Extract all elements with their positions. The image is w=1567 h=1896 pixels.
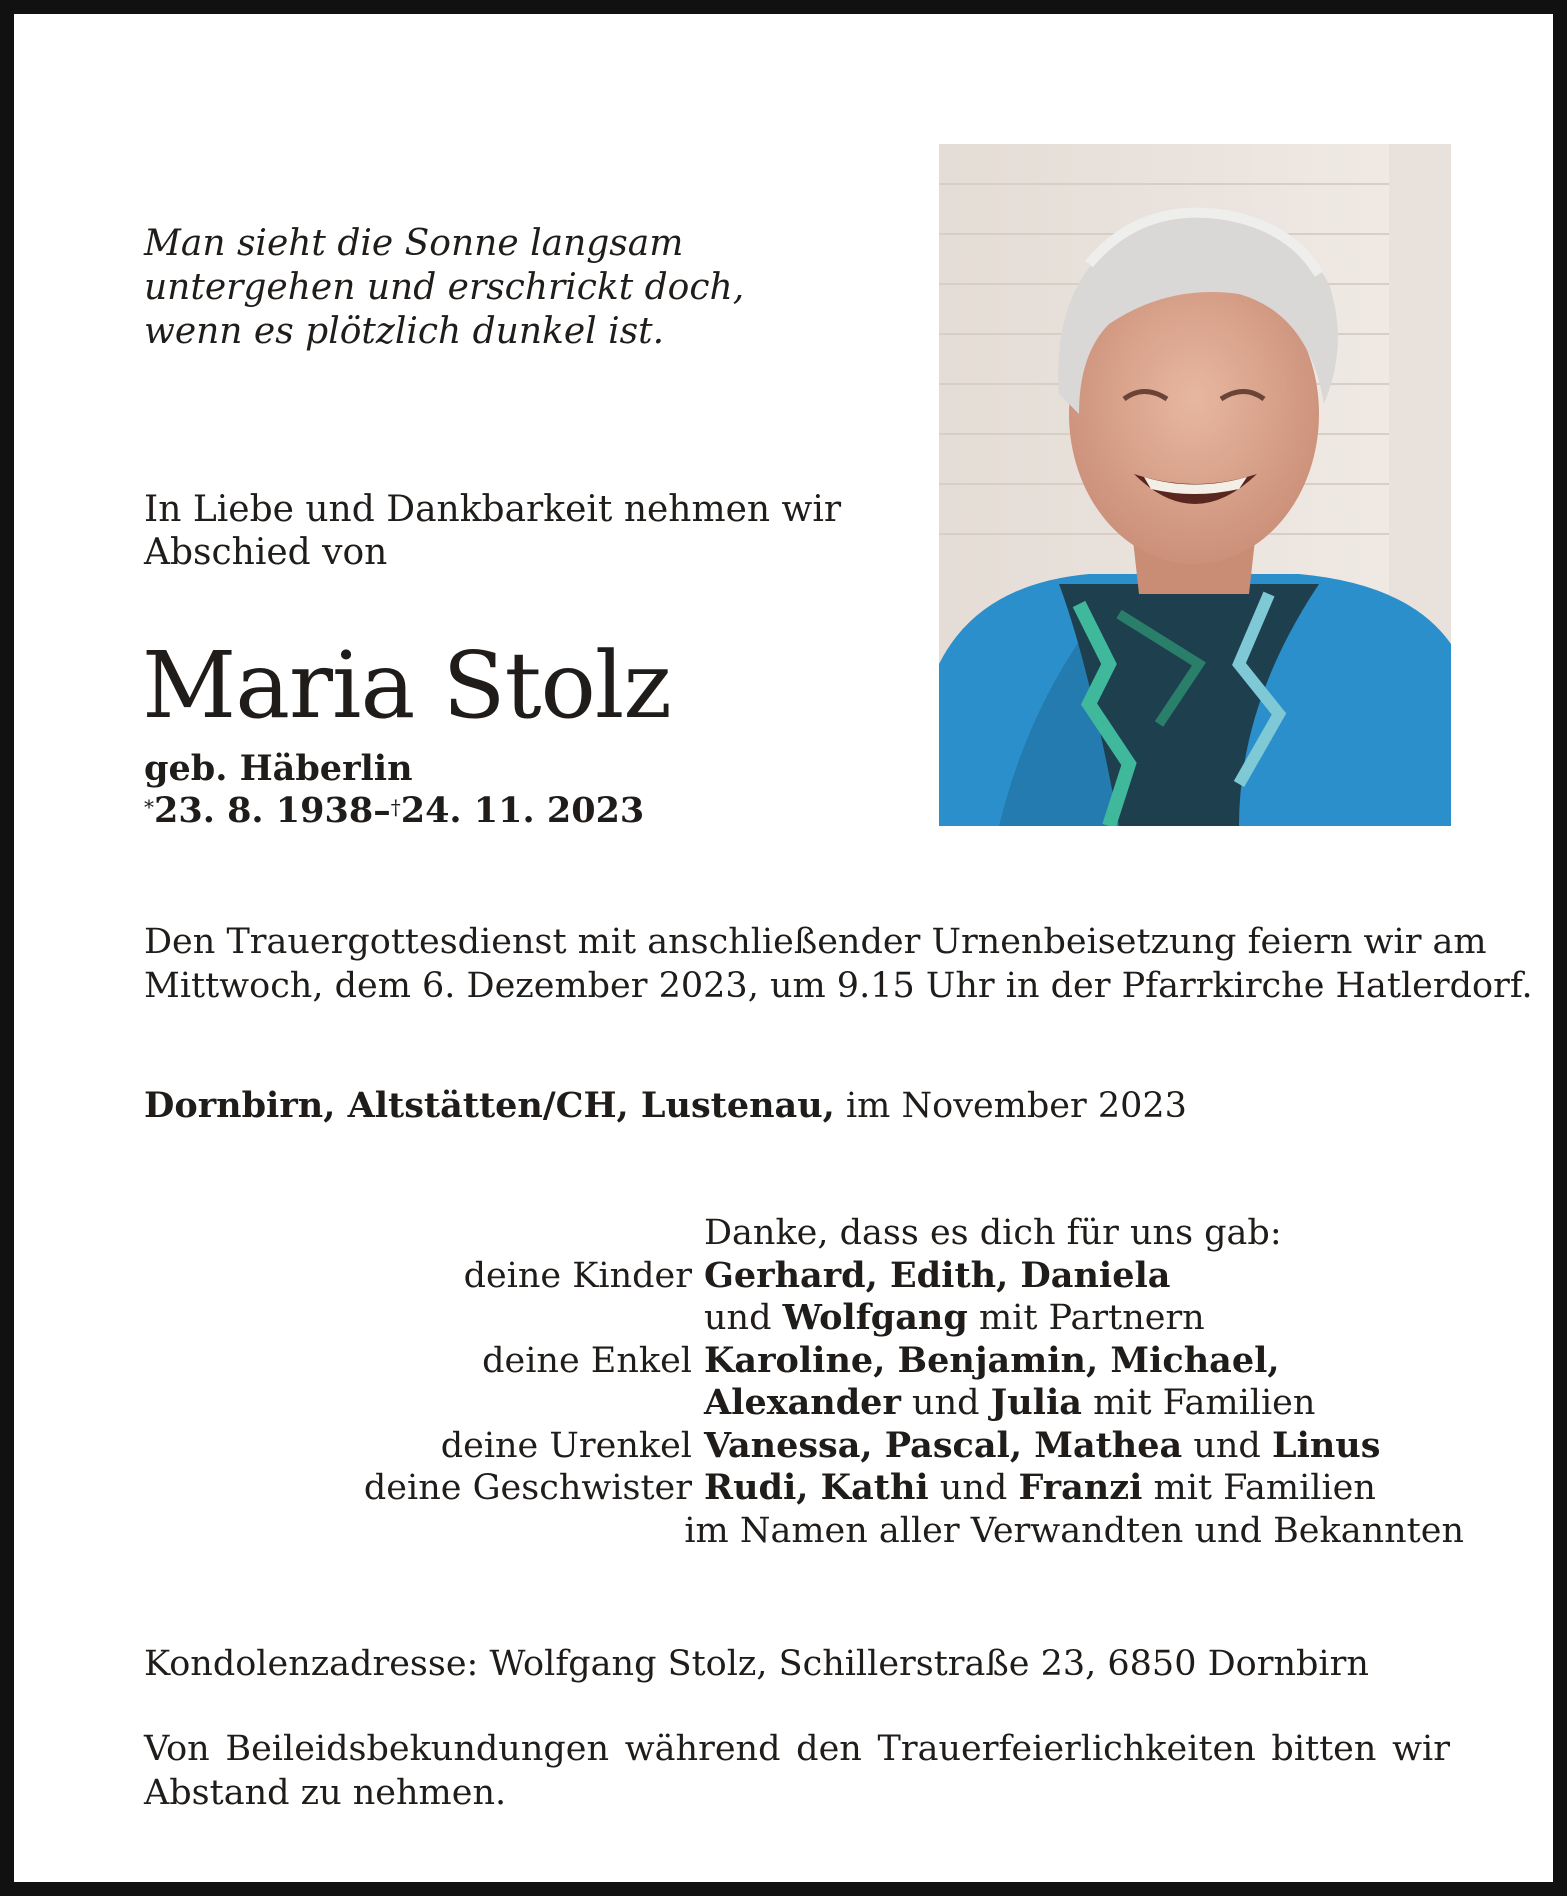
note-line-1 [144, 1727, 1450, 1771]
note-word: während [624, 1729, 781, 1769]
place-towns: Dornbirn, Altstätten/CH, Lustenau, [144, 1085, 835, 1126]
note-word: Von [144, 1729, 210, 1769]
geschwister-names: Rudi, Kathi [704, 1467, 929, 1508]
kinder-label: deine Kinder [463, 1255, 692, 1296]
kinder-rest: mit Partnern [967, 1298, 1205, 1338]
condolence-address: Kondolenzadresse: Wolfgang Stolz, Schillerstraße 23, 6850 Dornbirn [144, 1644, 1369, 1684]
death-mark: † [390, 795, 401, 819]
intro-text [144, 488, 842, 574]
kinder-name-wolfgang: Wolfgang [782, 1297, 968, 1338]
geschwister-und: und [928, 1468, 1019, 1508]
mourners-row-kinder-2 [314, 1297, 1464, 1340]
quote [144, 222, 745, 354]
enkel-rest: mit Familien [1081, 1383, 1316, 1423]
enkel-name-alexander: Alexander [704, 1382, 901, 1423]
note-line-2: Abstand zu nehmen. [144, 1773, 507, 1813]
mourners-list [314, 1212, 1464, 1552]
urenkel-names: Vanessa, Pascal, Mathea [704, 1424, 1183, 1466]
mourners-row-enkel [314, 1340, 1464, 1383]
urenkel-name-linus: Linus [1271, 1424, 1381, 1466]
death-date: 24. 11. 2023 [400, 790, 645, 831]
urenkel-label: deine Urenkel [440, 1425, 692, 1466]
note-word: den [796, 1729, 862, 1769]
note-word: Beileidsbekundungen [225, 1729, 610, 1769]
mourners-closing: im Namen aller Verwandten und Bekannten [684, 1510, 1464, 1551]
mourners-row-enkel-2 [314, 1382, 1464, 1425]
urenkel-und: und [1182, 1425, 1272, 1466]
mourners-row-kinder [314, 1255, 1464, 1298]
service-line: Mittwoch, dem 6. Dezember 2023, um 9.15 Uhr in der Pfarrkirche Hatlerdorf. [144, 966, 1533, 1006]
enkel-name-julia: Julia [990, 1382, 1082, 1423]
quote-line: untergehen und erschrickt doch, [144, 267, 745, 308]
note-word: Trauerfeierlichkeiten [877, 1729, 1256, 1769]
kinder-und: und [704, 1298, 783, 1338]
geschwister-label: deine Geschwister [363, 1468, 692, 1508]
mourners-row-closing [314, 1510, 1464, 1553]
geschwister-name-franzi: Franzi [1018, 1467, 1143, 1508]
date-dash: – [373, 790, 391, 831]
service-info [144, 920, 1533, 1008]
kinder-names: Gerhard, Edith, Daniela [704, 1254, 1171, 1296]
birth-date: 23. 8. 1938 [154, 790, 374, 831]
quote-line: wenn es plötzlich dunkel ist. [144, 311, 665, 352]
life-dates [144, 790, 644, 832]
portrait-photo [939, 144, 1451, 826]
mourners-heading-row [314, 1212, 1464, 1255]
intro-line: In Liebe und Dankbarkeit nehmen wir [144, 489, 842, 530]
enkel-und: und [900, 1383, 991, 1423]
enkel-names: Karoline, Benjamin, Michael, [704, 1339, 1280, 1381]
maiden-name: geb. Häberlin [144, 748, 413, 789]
condolence-note [144, 1727, 1450, 1815]
deceased-name: Maria Stolz [142, 632, 671, 739]
birth-mark: * [144, 795, 154, 819]
portrait-photo-icon [939, 144, 1451, 826]
quote-line: Man sieht die Sonne langsam [144, 223, 684, 264]
note-word: bitten [1271, 1729, 1377, 1769]
enkel-label: deine Enkel [482, 1340, 692, 1381]
mourners-row-urenkel [314, 1425, 1464, 1468]
note-word: wir [1392, 1729, 1450, 1769]
place-month: im November 2023 [834, 1086, 1187, 1126]
mourners-heading: Danke, dass es dich für uns gab: [704, 1213, 1282, 1253]
mourners-row-geschwister [314, 1467, 1464, 1510]
service-line: Den Trauergottesdienst mit anschließender Urnenbeisetzung feiern wir am [144, 922, 1487, 962]
place-date [144, 1084, 1187, 1128]
intro-line: Abschied von [144, 532, 388, 573]
geschwister-rest: mit Familien [1142, 1468, 1376, 1508]
